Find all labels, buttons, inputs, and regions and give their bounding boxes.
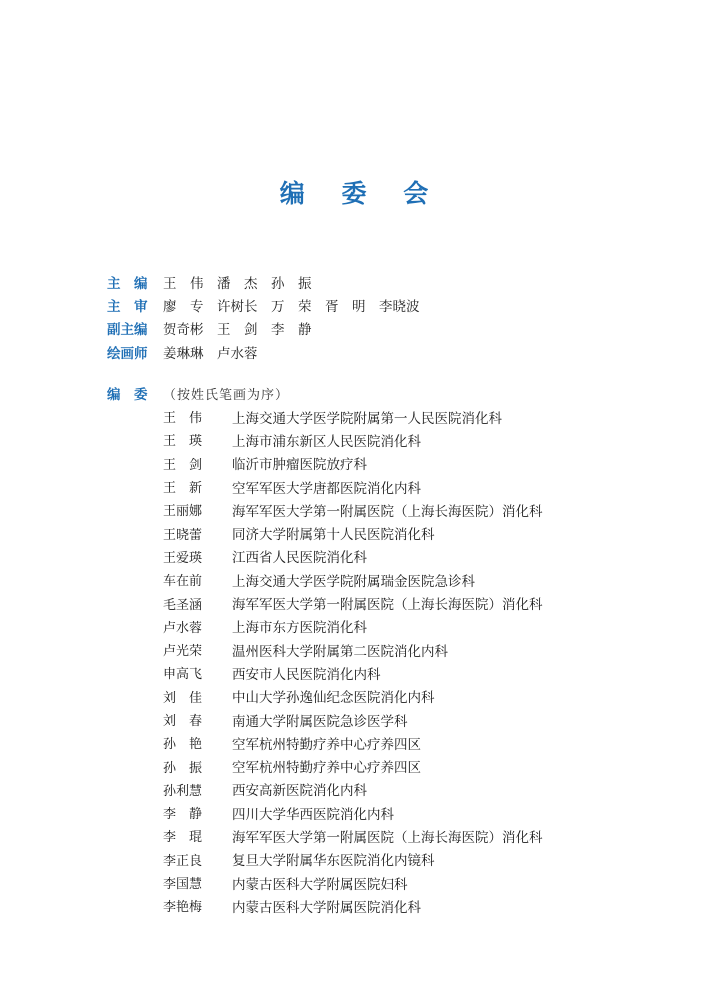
member-affiliation: 南通大学附属医院急诊医学科 [232,713,408,730]
member-affiliation: 复旦大学附属华东医院消化内镜科 [232,853,435,870]
member-row [163,824,543,847]
leadership-names: 廖 专 许树长 万 荣 胥 明 李晓波 [163,299,420,315]
member-name: 李 静 [163,807,203,823]
member-name: 李国慧 [163,877,203,893]
member-row [163,498,543,521]
member-name: 孙 艳 [163,737,203,753]
member-row [163,708,543,731]
member-name: 刘 春 [163,714,203,729]
member-row [163,568,543,591]
member-affiliation: 上海交通大学医学院附属瑞金医院急诊科 [232,573,475,590]
member-affiliation: 温州医科大学附属第二医院消化内科 [232,643,448,660]
member-name: 王丽娜 [163,504,203,520]
member-name: 王爱瑛 [163,550,203,566]
member-affiliation: 上海交通大学医学院附属第一人民医院消化科 [232,410,502,427]
member-row [163,638,543,661]
member-affiliation: 内蒙古医科大学附属医院消化科 [232,899,421,916]
member-row [163,731,543,754]
member-row [163,475,543,498]
member-name: 王 新 [163,481,203,497]
member-row [163,685,543,708]
member-affiliation: 空军杭州特勤疗养中心疗养四区 [232,760,421,777]
member-affiliation: 西安高新医院消化内科 [232,783,367,800]
member-affiliation: 上海市浦东新区人民医院消化科 [232,433,421,450]
member-affiliation: 海军军医大学第一附属医院（上海长海医院）消化科 [232,597,543,614]
member-name: 李艳梅 [163,900,203,916]
leadership-role: 副主编 [107,322,148,338]
leadership-row-deputy-editor [107,318,312,338]
leadership-row-chief-editor [107,272,312,292]
member-affiliation: 西安市人民医院消化内科 [232,666,381,683]
member-affiliation: 同济大学附属第十人民医院消化科 [232,527,435,544]
member-name: 车在前 [163,574,203,590]
member-affiliation: 海军军医大学第一附属医院（上海长海医院）消化科 [232,829,543,846]
member-name: 毛圣涵 [163,597,203,613]
member-affiliation: 上海市东方医院消化科 [232,620,367,637]
leadership-row-illustrator [107,342,258,362]
member-row [163,545,543,568]
member-affiliation: 中山大学孙逸仙纪念医院消化内科 [232,690,435,707]
member-affiliation: 江西省人民医院消化科 [232,550,367,567]
member-name: 卢光荣 [163,644,203,660]
member-name: 王 伟 [163,411,203,427]
member-row [163,894,543,917]
member-affiliation: 四川大学华西医院消化内科 [232,806,394,823]
member-affiliation: 内蒙古医科大学附属医院妇科 [232,876,408,893]
member-name: 孙利慧 [163,783,203,799]
page-title: 编 委 会 [279,179,443,208]
member-name: 孙 振 [163,760,203,776]
member-row [163,754,543,777]
member-row [163,661,543,684]
leadership-names: 王 伟 潘 杰 孙 振 [163,276,312,292]
member-name: 申高飞 [163,667,203,683]
member-row [163,871,543,894]
member-row [163,452,543,475]
member-list [163,405,543,918]
member-affiliation: 临沂市肿瘤医院放疗科 [232,457,367,474]
member-row [163,848,543,871]
members-header [107,383,289,403]
member-name: 王晓蕾 [163,527,203,543]
leadership-names: 姜琳琳 卢水蓉 [163,346,258,362]
members-order-note: （按姓氏笔画为序） [163,387,290,403]
member-affiliation: 空军杭州特勤疗养中心疗养四区 [232,736,421,753]
member-name: 王 剑 [163,457,203,473]
leadership-role: 绘画师 [107,346,148,362]
leadership-names: 贺奇彬 王 剑 李 静 [163,322,312,338]
leadership-row-chief-reviewer [107,295,420,315]
member-row [163,801,543,824]
member-name: 李正良 [163,853,203,869]
member-name: 王 瑛 [163,434,203,450]
member-row [163,428,543,451]
member-affiliation: 空军军医大学唐都医院消化内科 [232,480,421,497]
leadership-role: 主 审 [107,299,148,315]
leadership-role: 主 编 [107,276,148,292]
members-label: 编 委 [107,387,148,403]
member-name: 刘 佳 [163,690,203,706]
member-row [163,405,543,428]
member-name: 李 琨 [163,830,203,846]
member-row [163,521,543,544]
member-row [163,591,543,614]
member-row [163,615,543,638]
member-affiliation: 海军军医大学第一附属医院（上海长海医院）消化科 [232,503,543,520]
member-row [163,778,543,801]
member-name: 卢水蓉 [163,620,203,636]
